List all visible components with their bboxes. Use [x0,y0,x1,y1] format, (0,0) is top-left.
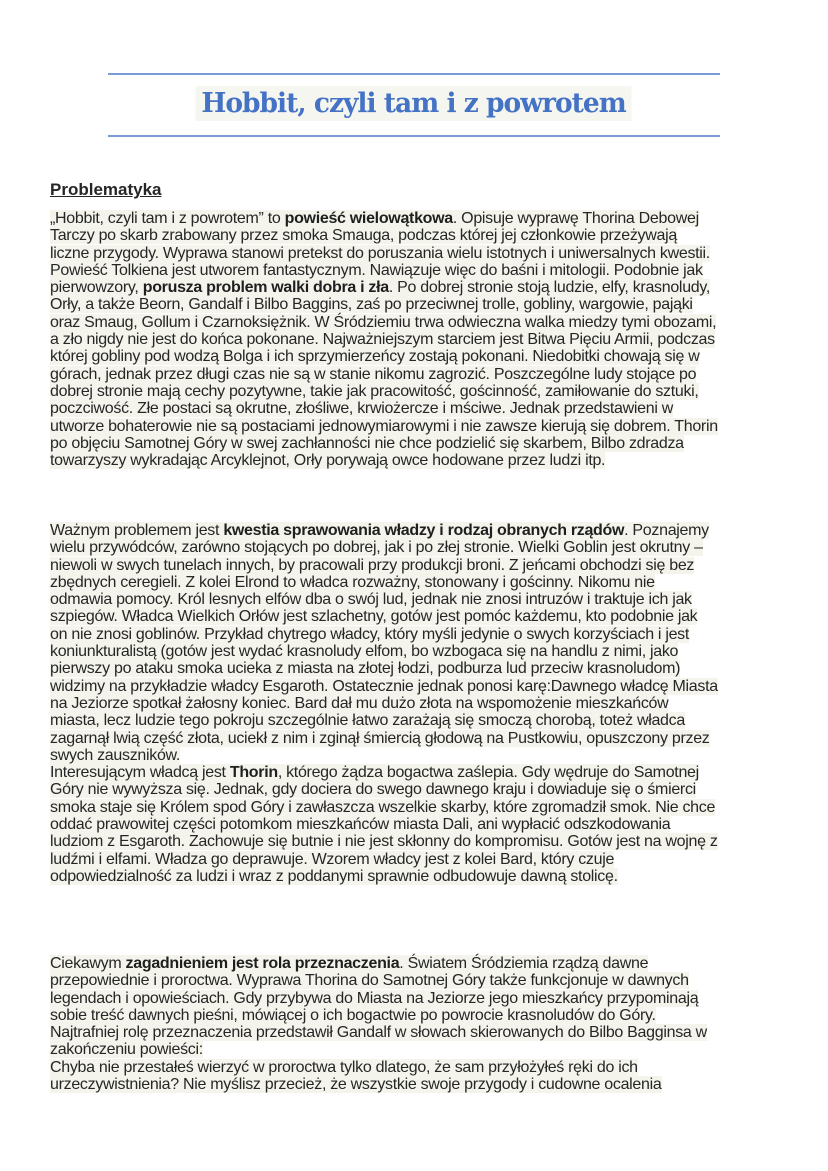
text-line [50,730,820,747]
text-line [50,557,820,574]
line-content [50,227,677,244]
text-line [50,799,820,816]
line-content [50,400,673,417]
line-content [50,435,684,452]
text-line [50,1007,820,1024]
line-content [50,574,655,591]
text-line [50,1076,820,1093]
text-line [50,712,820,729]
line-content [50,1024,707,1041]
text-line [50,781,820,798]
text-segment: na Jeziorze spotkał żałosny koniec. Bard dał mu dużo złota na wspomożenie mieszkańców [50,694,669,712]
text-segment: , którego żądza bogactwa zaślepia. Gdy wędruje do Samotnej [277,764,699,782]
text-line [50,418,820,435]
line-content [50,1007,656,1024]
paragraph-destiny [50,955,820,1093]
text-line [50,955,820,972]
text-line [50,227,820,244]
line-content [50,972,689,989]
line-content [50,1041,203,1058]
text-line [50,764,820,781]
text-line [50,1024,820,1041]
text-line [50,262,820,279]
text-segment: zbędnych ceregieli. Z kolei Elrond to władca rozważny, stonowany i gościnny. Nikomu nie [50,573,655,591]
line-content [50,452,605,469]
text-line [50,833,820,850]
text-segment: dobrej stronie mają cechy pozytywne, takie jak pracowitość, gościnność, zamiłowanie do sztuki, [50,382,699,400]
text-segment: Powieść Tolkiena jest utworem fantastycznym. Nawiązuje więc do baśni i mitologii. Podobnie jak [50,261,703,279]
text-line [50,245,820,262]
text-segment: ludźmi i elfami. Władza go deprawuje. Wzorem władcy jest z kolei Bard, który czuje [50,850,615,868]
line-content [50,1076,662,1093]
bold-phrase: Thorin [229,764,278,782]
line-content [50,626,689,643]
line-content [50,418,718,435]
text-segment: Najtrafniej rolę przeznaczenia przedstawił Gandalf w słowach skierowanych do Bilbo Bagginsa w [50,1024,707,1042]
line-content [50,816,670,833]
line-content [50,660,680,677]
text-line [50,1059,820,1076]
paragraph-power [50,522,820,885]
text-segment: pierwszy po ataku smoka ucieka z miasta na złotej łodzi, podburza lud przeciw krasnoludom) [50,660,681,678]
text-segment: poczciwość. Złe postaci są okrutne, złośliwe, krwiożercze i mściwe. Jednak przedstawieni w [50,400,674,418]
text-line [50,972,820,989]
line-content [50,764,699,781]
line-content [50,851,614,868]
line-content [50,955,648,972]
text-segment: zakończeniu powieści: [50,1041,203,1059]
bold-phrase: zagadnieniem jest rola przeznaczenia [125,955,400,972]
line-content [50,296,693,313]
text-line [50,279,820,296]
text-segment: górach, jednak przez długi czas nie są w stanie nikomu zagrozić. Poszczególne ludy stojące po [50,365,697,383]
text-line [50,522,820,539]
bold-phrase: porusza problem walki dobra i zła [142,279,389,297]
text-segment: wielu przywódców, zarówno stojących po dobrej, jak i po złej stronie. Wielki Goblin jest okrutny – [50,539,703,557]
text-segment: liczne przygody. Wyprawa stanowi pretekst do poruszania wielu istotnych i uniwersalnych kwestii. [50,244,710,262]
line-content [50,712,685,729]
text-line [50,591,820,608]
text-line [50,626,820,643]
bold-phrase: powieść wielowątkowa [284,210,453,227]
line-content [50,695,668,712]
line-content [50,314,716,331]
text-segment: Tarczy po skarb zrabowany przez smoka Smauga, podczas której jej członkowie przeżywają [50,227,677,245]
text-line [50,643,820,660]
text-line [50,348,820,365]
line-content [50,1059,638,1076]
text-line [50,990,820,1007]
text-line [50,747,820,764]
line-content [50,643,678,660]
line-content [50,522,709,539]
text-line [50,400,820,417]
text-segment: oraz Smaug, Gollum i Czarnoksiężnik. W Śródziemiu trwa odwieczna walka miedzy tymi obozami, [50,313,717,331]
line-content [50,279,710,296]
text-segment: . Po dobrej stronie stoją ludzie, elfy, krasnoludy, [388,279,711,297]
line-content [50,366,696,383]
text-line [50,816,820,833]
line-content [50,591,692,608]
text-line [50,574,820,591]
text-segment: widzimy na przykładzie władcy Esgaroth. Ostatecznie jednak ponosi karę:Dawnego władcę Miasta [50,677,718,695]
text-segment: Ciekawym [50,955,126,972]
paragraph-main-themes [50,210,820,469]
text-line [50,314,820,331]
text-segment: on nie znosi goblinów. Przykład chytrego władcy, który myśli jedynie o swych korzyściach i jest [50,625,690,643]
text-segment: szpiegów. Władca Wielkich Orłów jest szlachetny, gotów jest pomóc każdemu, kto podobnie jak [50,608,698,626]
text-line [50,695,820,712]
title-text: Hobbit, czyli tam i z powrotem [196,86,632,121]
line-content [50,608,697,625]
line-content [50,799,715,816]
text-line [50,851,820,868]
text-segment: utworze bohaterowie nie są postaciami jednowymiarowymi i nie zawsze kierują się dobrem. Thorin [50,417,718,435]
text-segment: a zło nigdy nie jest do końca pokonane. Najważniejszym starciem jest Bitwa Pięciu Armii, podczas [50,331,715,349]
text-segment: sobie treść dawnych pieśni, mówiącej o ich bogactwie po powrocie krasnoludów do Góry. [50,1006,656,1024]
line-content [50,539,703,556]
text-segment: przepowiednie i proroctwa. Wyprawa Thorina do Samotnej Góry także funkcjonuje w dawnych [50,972,689,990]
top-divider [108,73,720,75]
line-content [50,383,699,400]
text-line [50,435,820,452]
text-line [50,539,820,556]
text-line [50,383,820,400]
text-segment: ludziom z Esgaroth. Zachowuje się butnie i nie jest skłonny do kompromisu. Gotów jest na wojnę z [50,833,718,851]
line-content [50,781,696,798]
text-segment: Chyba nie przestałeś wierzyć w proroctwa tylko dlatego, że sam przyłożyłeś ręki do ich [50,1058,638,1076]
line-content [50,210,699,227]
line-content [50,868,618,885]
line-content [50,331,715,348]
line-content [50,833,718,850]
section-heading: Problematyka [50,180,162,199]
line-content [50,678,718,695]
text-segment: legendach i opowieściach. Gdy przybywa do Miasta na Jeziorze jego mieszkańcy przypominają [50,989,699,1007]
text-line [50,452,820,469]
text-segment: odpowiedzialność za ludzi i wraz z poddanymi sprawnie odbudowuje dawną stolicę. [50,867,618,885]
text-segment: smoka staje się Królem spod Góry i zawłaszcza wszelkie skarby, które zgromadził smok. Nie chce [50,798,716,816]
text-line [50,296,820,313]
line-content [50,348,699,365]
text-segment: towarzyszy wykradając Arcyklejnot, Orły porywają owce hodowane przez ludzi itp. [50,452,606,470]
text-line [50,868,820,885]
line-content [50,747,180,764]
text-segment: „Hobbit, czyli tam i z powrotem” to [50,210,285,227]
line-content [50,245,710,262]
text-segment: której gobliny pod wodzą Bolga i ich sprzymierzeńcy zostają pokonani. Niedobitki chowają się w [50,348,700,366]
bottom-divider [108,135,720,137]
text-segment: . Światem Śródziemia rządzą dawne [399,955,649,972]
text-segment: niewoli w swych tunelach innych, by pracowali przy produkcji broni. Z jeńcami obchodzi się bez [50,556,695,574]
text-segment: Góry nie wywyższa się. Jednak, gdy dociera do swego dawnego kraju i dowiaduje się o śmierci [50,781,696,799]
text-line [50,1041,820,1058]
line-content [50,990,698,1007]
text-segment: Interesującym władcą jest [50,764,230,782]
text-segment: miasta, lecz ludzie tego pokroju szczególnie łatwo zarażają się smoczą chorobą, toteż władca [50,712,685,730]
text-segment: oddać prawowitej części potomkom mieszkańców miasta Dali, ani wypłacić odszkodowania [50,816,671,834]
text-segment: urzeczywistnienia? Nie myślisz przecież, że wszystkie swoje przygody i cudowne ocalenia [50,1076,662,1094]
text-segment: Ważnym problemem jest [50,522,224,539]
text-segment: odmawia pomocy. Król lesnych elfów dba o swój lud, jednak nie znosi intruzów i traktuje ich jak [50,591,692,609]
line-content [50,557,694,574]
bold-phrase: kwestia sprawowania władzy i rodzaj obranych rządów [223,522,625,539]
text-line [50,366,820,383]
text-line [50,331,820,348]
text-segment: koniunkturalistą (gotów jest wydać krasnoludy elfom, bo wzbogaca się na handlu z nimi, jako [50,643,679,661]
text-segment: swych zauszników. [50,746,181,764]
text-segment: pierwowzory, [50,279,143,297]
document-title [0,86,828,121]
text-line [50,608,820,625]
line-content [50,262,703,279]
text-line [50,210,820,227]
text-segment: zagarnął lwią część złota, uciekł z nim i zginął śmiercią głodową na Pustkowiu, opuszczony przez [50,729,710,747]
text-line [50,678,820,695]
text-segment: Orły, a także Beorn, Gandalf i Bilbo Baggins, zaś po przeciwnej trolle, gobliny, wargowie, pająki [50,296,693,314]
text-line [50,660,820,677]
line-content [50,730,710,747]
text-segment: . Opisuje wyprawę Thorina Debowej [452,210,699,227]
text-segment: . Poznajemy [624,522,709,539]
text-segment: po objęciu Samotnej Góry w swej zachłanności nie chce podzielić się skarbem, Bilbo zdradza [50,434,684,452]
